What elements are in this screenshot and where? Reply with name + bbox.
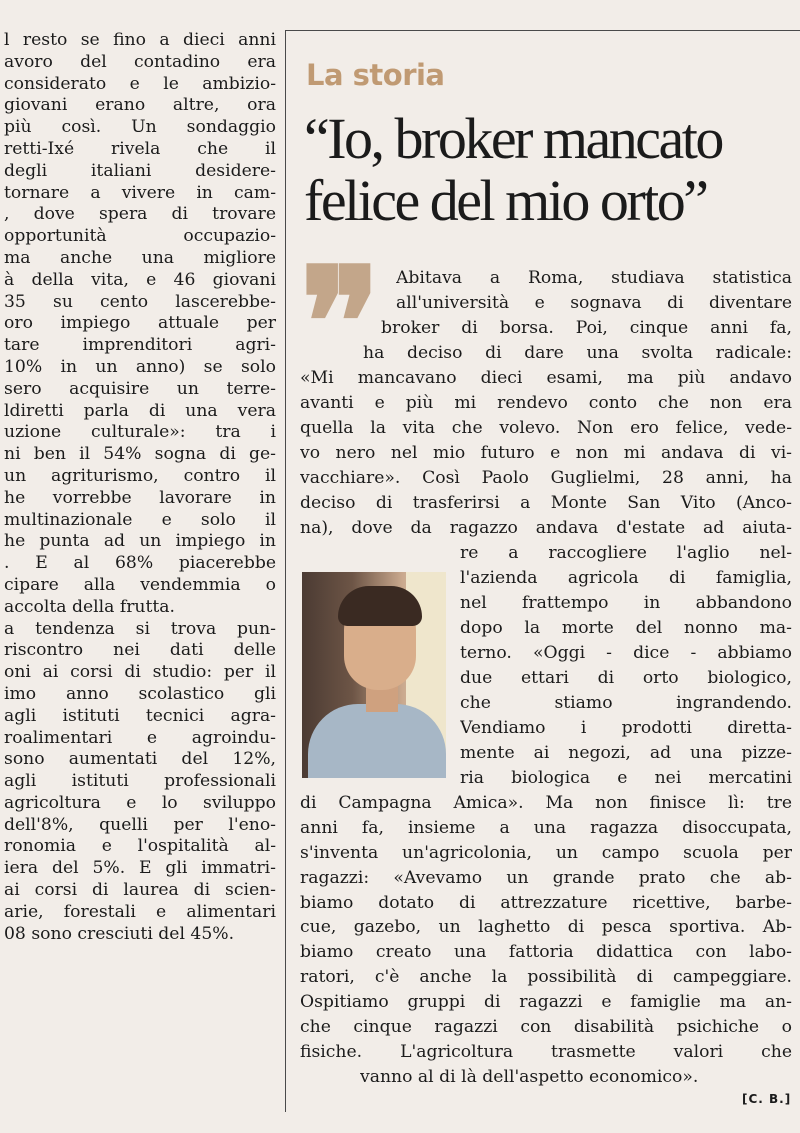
body-line: vanno al di là dell'aspetto economico». xyxy=(360,1067,699,1088)
section-kicker: La storia xyxy=(306,58,445,92)
body-line: biamo creato una fattoria didattica con labo- xyxy=(300,942,792,963)
body-line: fisiche. L'agricoltura trasmette valori che xyxy=(300,1042,792,1063)
left-line: agricoltura e lo sviluppo xyxy=(4,792,276,813)
left-line: un agriturismo, contro il xyxy=(4,465,276,486)
quote-mark-icon: ❞ xyxy=(300,235,363,411)
body-line: mente ai negozi, ad una pizze- xyxy=(460,742,792,763)
left-line: l resto se fino a dieci anni xyxy=(4,30,276,50)
left-line: , dove spera di trovare xyxy=(4,204,276,225)
portrait-photo xyxy=(302,572,446,778)
left-line: he vorrebbe lavorare in xyxy=(4,487,276,508)
body-line: ratori, c'è anche la possibilità di campeggiare. xyxy=(300,967,792,988)
left-column-text xyxy=(0,30,276,945)
left-line: ai corsi di laurea di scien- xyxy=(4,880,276,901)
body-line: due ettari di orto biologico, xyxy=(460,667,792,688)
left-line: tornare a vivere in cam- xyxy=(4,182,276,203)
body-line: biamo dotato di attrezzature ricettive, barbe- xyxy=(300,892,792,913)
body-line: cue, gazebo, un laghetto di pesca sportiva. Ab- xyxy=(300,917,792,938)
left-line: dell'8%, quelli per l'eno- xyxy=(4,814,276,835)
body-line: vo nero nel mio futuro e non mi andava di vi- xyxy=(300,442,792,463)
body-line: quella la vita che volevo. Non ero felice, vede- xyxy=(300,417,792,438)
left-line: 10% in un anno) se solo xyxy=(4,356,276,377)
left-line: più così. Un sondaggio xyxy=(4,117,276,138)
column-divider xyxy=(285,30,286,1112)
left-line: multinazionale e solo il xyxy=(4,509,276,530)
left-line: accolta della frutta. xyxy=(4,596,176,617)
left-line: roalimentari e agroindu- xyxy=(4,727,276,748)
left-line: agli istituti professionali xyxy=(4,771,276,792)
body-line: che cinque ragazzi con disabilità psichiche o xyxy=(300,1017,792,1038)
left-line: tare imprenditori agri- xyxy=(4,335,276,356)
article-headline xyxy=(304,108,790,232)
body-line: na), dove da ragazzo andava d'estate ad aiuta- xyxy=(300,517,792,538)
left-line: ldiretti parla di una vera xyxy=(4,400,276,421)
body-line: Abitava a Roma, studiava statistica xyxy=(396,268,792,288)
body-line: all'università e sognava di diventare xyxy=(396,292,792,313)
left-line: sero acquisire un terre- xyxy=(4,378,276,399)
body-line: dopo la morte del nonno ma- xyxy=(460,617,792,638)
left-line: uzione culturale»: tra i xyxy=(4,422,276,443)
left-line: à della vita, e 46 giovani xyxy=(4,269,276,290)
body-line: ha deciso di dare una svolta radicale: xyxy=(363,342,792,363)
left-line: ma anche una migliore xyxy=(4,247,276,268)
body-line: che stiamo ingrandendo. xyxy=(460,692,792,713)
left-line: avoro del contadino era xyxy=(4,51,276,72)
body-line: anni fa, insieme a una ragazza disoccupata, xyxy=(300,817,792,838)
left-line: imo anno scolastico gli xyxy=(4,683,276,704)
body-line: ragazzi: «Avevamo un grande prato che ab- xyxy=(300,867,792,888)
body-line: di Campagna Amica». Ma non finisce lì: tre xyxy=(300,792,792,813)
left-line: 35 su cento lascerebbe- xyxy=(4,291,276,312)
body-line: deciso di trasferirsi a Monte San Vito (Anco- xyxy=(300,492,792,513)
left-line: degli italiani desidere- xyxy=(4,160,276,181)
body-line: Vendiamo i prodotti diretta- xyxy=(460,717,792,738)
left-line: ronomia e l'ospitalità al- xyxy=(4,836,276,857)
body-line: broker di borsa. Poi, cinque anni fa, xyxy=(381,317,792,338)
left-line: retti-Ixé rivela che il xyxy=(4,138,276,159)
left-line: arie, forestali e alimentari xyxy=(4,901,276,922)
body-line: l'azienda agricola di famiglia, xyxy=(460,567,792,588)
left-line: considerato e le ambizio- xyxy=(4,73,276,94)
left-line: cipare alla vendemmia o xyxy=(4,574,276,595)
headline-line: “Io, broker mancato xyxy=(304,106,722,171)
left-line: agli istituti tecnici agra- xyxy=(4,705,276,726)
author-signature: [C. B.] xyxy=(742,1092,792,1106)
left-line: iera del 5%. E gli immatri- xyxy=(4,858,276,879)
headline-line: felice del mio orto” xyxy=(304,168,707,233)
left-line: oni ai corsi di studio: per il xyxy=(4,662,276,683)
body-line: ria biologica e nei mercatini xyxy=(460,767,792,788)
left-line: 08 sono cresciuti del 45%. xyxy=(4,923,235,944)
left-line: ni ben il 54% sogna di ge- xyxy=(4,444,276,465)
body-line: nel frattempo in abbandono xyxy=(460,592,792,613)
left-line: a tendenza si trova pun- xyxy=(4,618,276,639)
box-top-rule xyxy=(285,30,800,31)
left-line: riscontro nei dati delle xyxy=(4,640,276,661)
left-line: . E al 68% piacerebbe xyxy=(4,553,276,574)
left-line: giovani erano altre, ora xyxy=(4,95,276,116)
body-line: Ospitiamo gruppi di ragazzi e famiglie ma an- xyxy=(300,992,792,1013)
body-line: s'inventa un'agricolonia, un campo scuola per xyxy=(300,842,792,863)
body-line: «Mi mancavano dieci esami, ma più andavo xyxy=(300,367,792,388)
body-line: avanti e più mi rendevo conto che non era xyxy=(300,392,792,413)
body-line: re a raccogliere l'aglio nel- xyxy=(460,542,792,563)
body-line: vacchiare». Così Paolo Guglielmi, 28 anni, ha xyxy=(300,467,792,488)
left-line: oro impiego attuale per xyxy=(4,313,276,334)
body-line: terno. «Oggi - dice - abbiamo xyxy=(460,642,792,663)
left-line: sono aumentati del 12%, xyxy=(4,749,276,770)
left-line: opportunità occupazio- xyxy=(4,226,276,247)
left-line: he punta ad un impiego in xyxy=(4,531,276,552)
